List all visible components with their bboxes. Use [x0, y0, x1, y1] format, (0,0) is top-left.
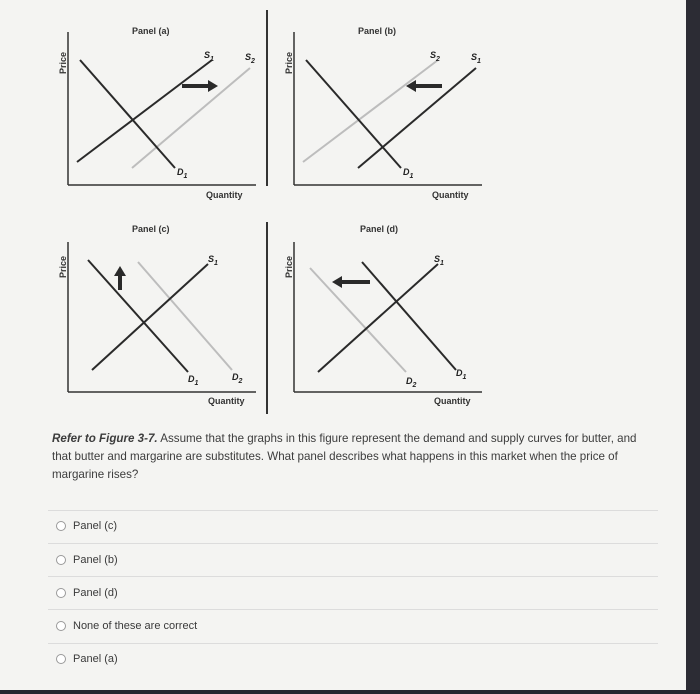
panel-c-quantity-label: Quantity: [208, 396, 245, 406]
panel-a-d1-curve: [80, 60, 175, 168]
divider-line: [48, 543, 658, 544]
panel-b-title: Panel (b): [358, 26, 397, 36]
panel-b-s2-label: $S_2$: [430, 50, 440, 63]
panel-c-s1-label: $S_1$: [208, 254, 218, 267]
radio-button[interactable]: [56, 521, 66, 531]
panel-d-arrowhead: [332, 276, 342, 288]
option-panel-a[interactable]: [56, 651, 118, 667]
option-panel-c[interactable]: [56, 518, 117, 534]
option-panel-b[interactable]: [56, 552, 118, 568]
figure-divider-bottom: [266, 222, 268, 414]
divider-line: [48, 576, 658, 577]
option-label: Panel (c): [73, 520, 118, 532]
panel-c-d2-label: $D_2$: [232, 372, 243, 385]
option-label: Panel (d): [73, 587, 118, 599]
radio-button[interactable]: [56, 654, 66, 664]
panel-d-d2-label: $D_2$: [406, 376, 417, 389]
panel-a-s1-label: $S_1$: [204, 50, 214, 63]
option-label: Panel (b): [73, 554, 118, 566]
panel-b-s2-curve: [303, 60, 438, 162]
panel-d: [266, 220, 496, 410]
option-panel-d[interactable]: [56, 585, 118, 601]
panel-c-s1-curve: [92, 264, 208, 370]
panel-c-price-label: Price: [58, 255, 68, 278]
panel-b-d1-curve: [306, 60, 401, 168]
window-bottom-edge: [0, 690, 700, 694]
panel-d-price-label: Price: [284, 255, 294, 278]
panel-c-d1-curve: [88, 260, 188, 372]
panel-b-d1-label: $D_1$: [403, 167, 414, 180]
panel-a-price-label: Price: [58, 51, 68, 74]
panel-c: [40, 220, 270, 410]
panel-c-arrowhead: [114, 266, 126, 276]
panel-d-s1-label: $S_1$: [434, 254, 444, 267]
panel-c-d1-label: $D_1$: [188, 374, 199, 387]
panel-a-graph: [40, 20, 270, 210]
panel-b-quantity-label: Quantity: [432, 190, 469, 200]
question-text: [52, 430, 652, 484]
option-label: None of these are correct: [73, 620, 198, 632]
panel-d-title: Panel (d): [360, 224, 399, 234]
divider-line: [48, 609, 658, 610]
panel-a-s2-curve: [132, 68, 250, 168]
panel-a-s2-label: $S_2$: [245, 52, 255, 65]
radio-button[interactable]: [56, 621, 66, 631]
panel-d-d1-label: $D_1$: [456, 368, 467, 381]
question-body: Assume that the graphs in this figure represent the demand and supply curves for butter, and that butter and margarine are substitutes. What panel describes what happens in this market when the price of margarine rises?: [52, 432, 637, 481]
panel-b-s1-curve: [358, 68, 476, 168]
panel-d-d1-curve: [362, 262, 456, 370]
window-edge: [686, 0, 700, 694]
radio-button[interactable]: [56, 555, 66, 565]
panel-b-s1-label: $S_1$: [471, 52, 481, 65]
panel-b-graph: [266, 20, 496, 210]
figure-reference: Refer to Figure 3-7.: [52, 432, 158, 445]
panel-a-s1-curve: [77, 60, 212, 162]
panel-a-title: Panel (a): [132, 26, 170, 36]
panel-b-price-label: Price: [284, 51, 294, 74]
panel-a-arrowhead: [208, 80, 218, 92]
panel-d-graph: [266, 220, 496, 410]
panel-a-d1-label: $D_1$: [177, 167, 188, 180]
radio-button[interactable]: [56, 588, 66, 598]
panel-d-quantity-label: Quantity: [434, 396, 471, 406]
option-label: Panel (a): [73, 653, 118, 665]
figure-divider-top: [266, 10, 268, 186]
panel-a-quantity-label: Quantity: [206, 190, 243, 200]
option-none-correct[interactable]: [56, 618, 197, 634]
panel-c-graph: [40, 220, 270, 410]
panel-a: [40, 20, 270, 210]
divider-line: [48, 643, 658, 644]
panel-c-title: Panel (c): [132, 224, 170, 234]
divider-line: [48, 510, 658, 511]
panel-b: [266, 20, 496, 210]
